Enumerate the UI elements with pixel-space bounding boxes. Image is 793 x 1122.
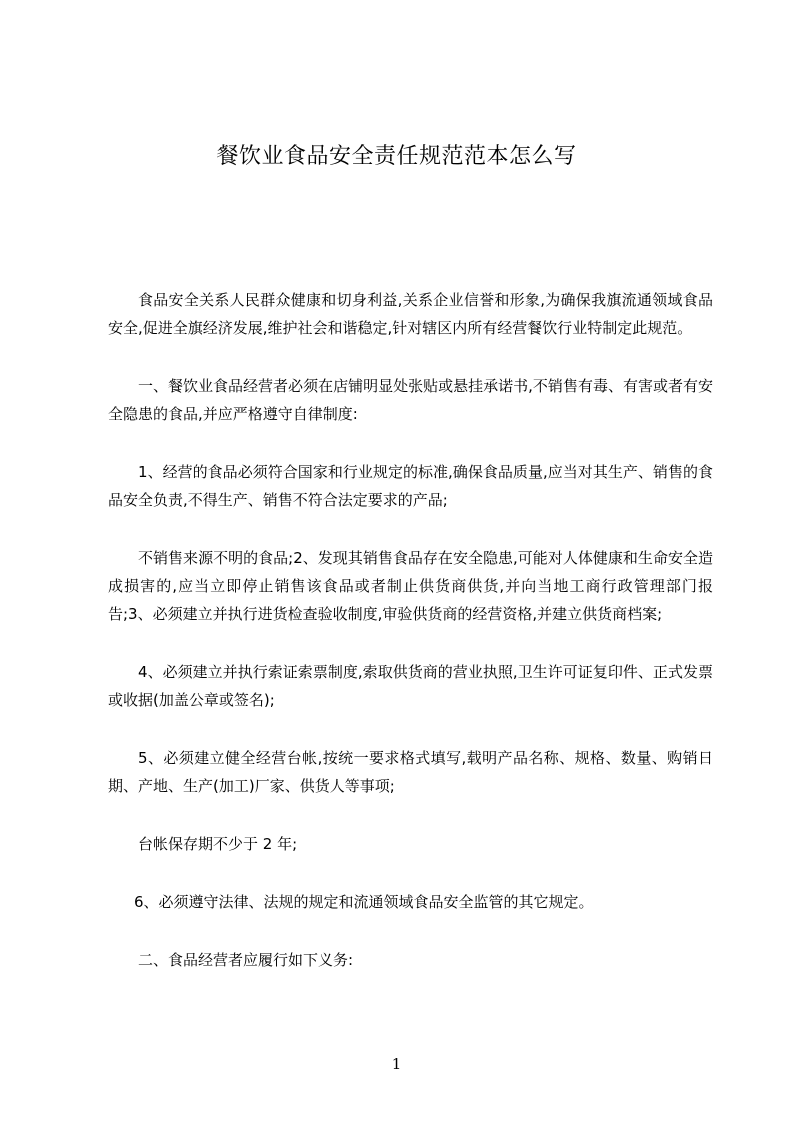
page-number: 1 (391, 1055, 402, 1073)
paragraph-section-one: 一、餐饮业食品经营者必须在店铺明显处张贴或悬挂承诺书,不销售有毒、有害或者有安全隐患的食品,并应严格遵守自律制度: (108, 377, 713, 423)
paragraph-item-1: 1、经营的食品必须符合国家和行业规定的标准,确保食品质量,应当对其生产、销售的食品安全负责,不得生产、销售不符合法定要求的产品; (108, 463, 713, 509)
paragraph-item-4: 4、必须建立并执行索证索票制度,索取供货商的营业执照,卫生许可证复印件、正式发票或收据(加盖公章或签名); (108, 663, 713, 709)
paragraph-item-6: 6、必须遵守法律、法规的规定和流通领域食品安全监管的其它规定。 (134, 893, 594, 911)
document-body (108, 286, 713, 1004)
paragraph-section-two: 二、食品经营者应履行如下义务: (138, 951, 354, 969)
document-title: 餐饮业食品安全责任规范范本怎么写 (216, 144, 577, 169)
paragraph-items-2-3: 不销售来源不明的食品;2、发现其销售食品存在安全隐患,可能对人体健康和生命安全造成损害的,应当立即停止销售该食品或者制止供货商供货,并向当地工商行政管理部门报告;3、必须建立并执行进货检查验收制度,审验供货商的经营资格,并建立供货商档案; (108, 549, 713, 623)
paragraph-intro: 食品安全关系人民群众健康和切身利益,关系企业信誉和形象,为确保我旗流通领域食品安全,促进全旗经济发展,维护社会和谐稳定,针对辖区内所有经营餐饮行业特制定此规范。 (108, 291, 713, 337)
paragraph-ledger-retention: 台帐保存期不少于 2 年; (138, 835, 298, 853)
paragraph-item-5: 5、必须建立健全经营台帐,按统一要求格式填写,载明产品名称、规格、数量、购销日期、产地、生产(加工)厂家、供货人等事项; (108, 749, 713, 795)
